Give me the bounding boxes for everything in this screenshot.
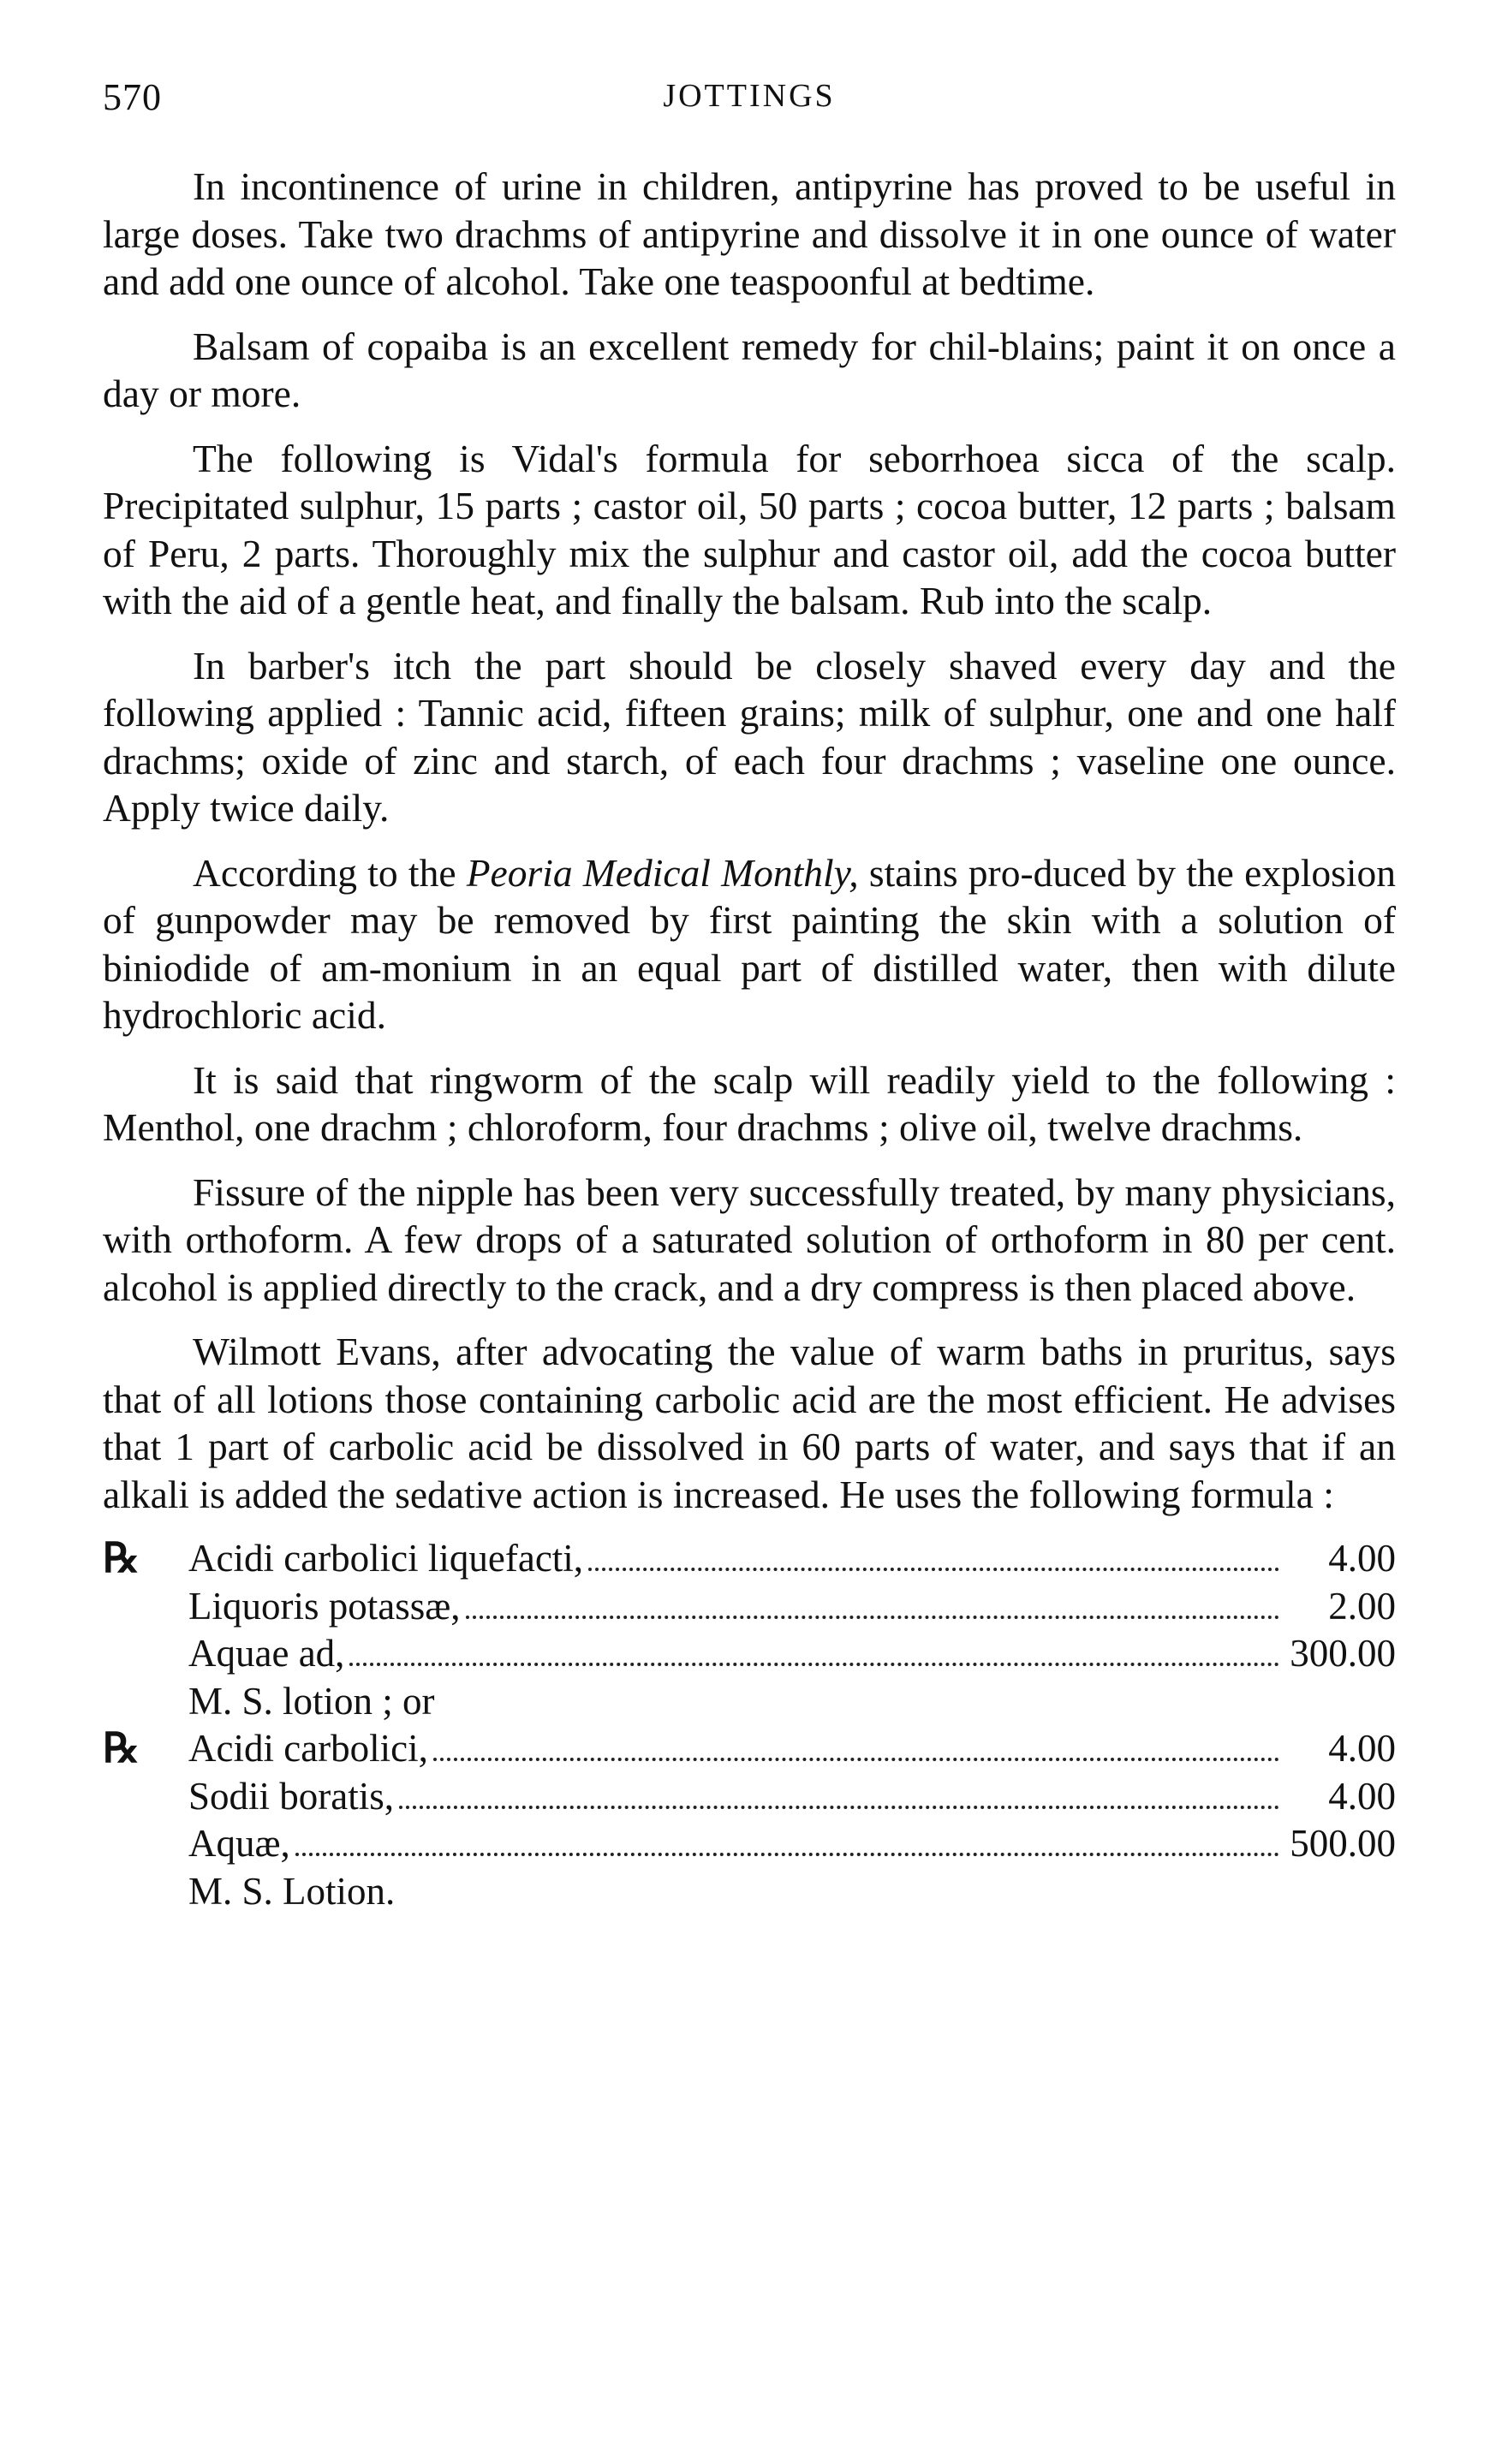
paragraph-nipple-fissure: Fissure of the nipple has been very successfully treated, by many physicians, with orthoform. A few drops of a saturated solution of orthoform in 80 per cent. alcohol is applied directly to the crack, and a dry compress is then placed above.	[103, 1170, 1396, 1309]
gunpowder-text-end: stains pro-duced by the explosion of gunpowder may be removed by first painting the skin with a solution of biniodide of am-monium in an equal part of distilled water, then with dilute hydrochloric acid.	[103, 850, 1397, 1037]
ingredient-amount: 2.00	[1328, 1584, 1396, 1628]
rx-ingredient	[188, 1820, 1396, 1868]
rx-first-line	[103, 1535, 1396, 1583]
paragraph-ringworm: It is said that ringworm of the scalp will readily yield to the following : Menthol, one drachm ; chloroform, four drachms ; olive oil, twelve drachms.	[103, 1057, 1396, 1149]
ingredient-amount: 4.00	[1328, 1537, 1396, 1580]
rx-icon: ℞	[103, 1726, 140, 1771]
ingredient-amount: 300.00	[1290, 1632, 1396, 1675]
paragraph-gunpowder-stains	[103, 849, 1396, 1039]
rx-note: M. S. lotion ; or	[188, 1679, 435, 1723]
paragraph-seborrhoea: The following is Vidal's formula for seborrhoea sicca of the scalp. Precipitated sulphur, 15 parts ; castor oil, 50 parts ; cocoa butter, 12 parts ; balsam of Peru, 2 parts. Thoroughly mix the sulphur and castor oil, add the cocoa butter with the aid of a gentle heat, and finally the balsam. Rub into the scalp.	[103, 436, 1396, 622]
rx-note: M. S. Lotion.	[188, 1869, 396, 1913]
running-title: JOTTINGS	[663, 78, 836, 114]
dot-leader	[433, 1758, 1279, 1761]
rx-line	[103, 1583, 1396, 1631]
ingredient-name: Sodii boratis,	[188, 1774, 395, 1818]
dot-leader	[399, 1806, 1279, 1809]
journal-title: Peoria Medical Monthly,	[466, 850, 859, 895]
rx-second-line	[103, 1725, 1396, 1773]
rx-ingredient	[188, 1630, 1396, 1678]
dot-leader	[295, 1853, 1279, 1856]
rx-ingredient	[188, 1773, 1396, 1821]
paragraph-antipyrine: In incontinence of urine in children, antipyrine has proved to be useful in large doses. Take two drachms of antipyrine and dissolve it in one ounce of water and add one ounce of alcohol. Take one teaspoonful at bedtime.	[103, 164, 1396, 303]
rx-ingredient	[188, 1535, 1396, 1583]
rx-line	[103, 1630, 1396, 1678]
rx-icon: ℞	[103, 1536, 140, 1581]
ingredient-name: Acidi carbolici,	[188, 1727, 428, 1770]
page	[103, 68, 1396, 1915]
dot-leader	[349, 1663, 1279, 1666]
rx-ingredient	[188, 1583, 1396, 1631]
ingredient-amount: 4.00	[1328, 1774, 1396, 1818]
rx-line	[103, 1820, 1396, 1868]
ingredient-name: Aquae ad,	[188, 1632, 345, 1675]
ingredient-name: Acidi carbolici liquefacti,	[188, 1537, 584, 1580]
rx-line	[103, 1773, 1396, 1821]
rx-line	[103, 1678, 1396, 1726]
dot-leader	[588, 1568, 1279, 1571]
rx-ingredient	[188, 1725, 1396, 1773]
paragraph-pruritus: Wilmott Evans, after advocating the value of warm baths in pruritus, says that of all lotions those containing carbolic acid are the most efficient. He advises that 1 part of carbolic acid be dissolved in 60 parts of water, and says that if an alkali is added the sedative action is increased. He uses the following formula :	[103, 1330, 1396, 1516]
gunpowder-text-start: According to the	[193, 850, 467, 895]
rx-line	[103, 1868, 1396, 1916]
ingredient-amount: 4.00	[1328, 1727, 1396, 1770]
paragraph-copaiba: Balsam of copaiba is an excellent remedy for chil-blains; paint it on once a day or more.	[103, 324, 1396, 415]
dot-leader	[466, 1616, 1279, 1619]
ingredient-name: Aquæ,	[188, 1822, 290, 1865]
article-body	[103, 163, 1396, 1915]
ingredient-name: Liquoris potassæ,	[188, 1584, 461, 1628]
page-number: 570	[103, 76, 162, 118]
ingredient-amount: 500.00	[1290, 1822, 1396, 1865]
page-header	[103, 68, 1396, 137]
paragraph-barbers-itch: In barber's itch the part should be closely shaved every day and the following applied : Tannic acid, fifteen grains; milk of sulphur, one and one half drachms; oxide of zinc and starch, of each four drachms ; vaseline one ounce. Apply twice daily.	[103, 643, 1396, 830]
prescription-formula	[103, 1535, 1396, 1915]
